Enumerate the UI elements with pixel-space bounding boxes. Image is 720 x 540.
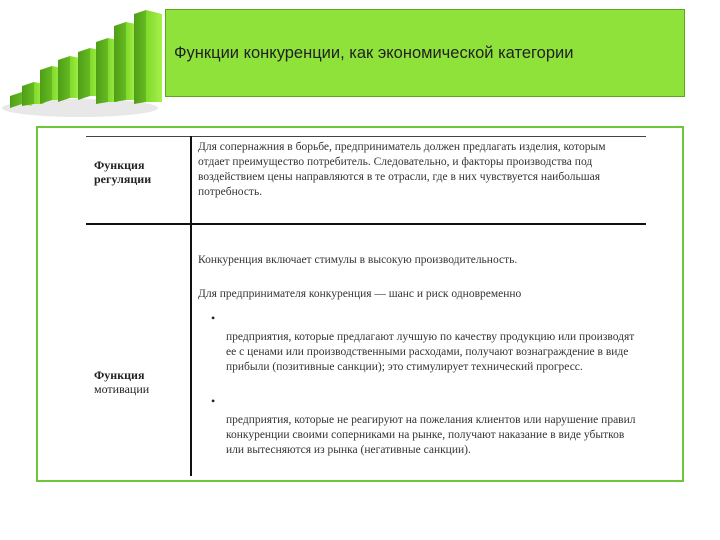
- bar-7: [114, 22, 136, 102]
- row-motivation-label: [94, 368, 149, 396]
- row-regulation-label: [94, 158, 151, 186]
- label-line-1: Функция: [94, 368, 145, 382]
- slide-title: Функции конкуренции, как экономической категории: [174, 43, 574, 62]
- table-top-border: [86, 136, 646, 137]
- content-frame: [36, 126, 684, 482]
- bullet-text-negative: предприятия, которые не реагируют на пожелания клиентов или нарушение правил конкуренции своими соперниками на рынке, получают наказание в виде убытков или вытесняются из рынка (негативные санкции).: [226, 414, 636, 456]
- slide-title-box: [165, 9, 685, 97]
- table-column-divider: [190, 136, 192, 476]
- label-line-2: регуляции: [94, 172, 152, 186]
- row-motivation-intro-1: Конкуренция включает стимулы в высокую производительность.: [198, 254, 518, 266]
- bullet-icon: •: [211, 394, 216, 408]
- row-regulation-text: Для сопернажния в борьбе, предприниматель должен предлагать изделия, которым отдает преимущество потребитель. Следовательно, и факторы производства под воздействием цены направляются в те отрасли, где в них чувствуется наибольшая потребность.: [198, 141, 606, 198]
- table-row-divider: [86, 223, 646, 225]
- row-motivation-intro-2: Для предпринимателя конкуренция — шанс и риск одновременно: [198, 288, 522, 300]
- bar-8: [134, 10, 162, 104]
- label-line-2: мотивации: [94, 382, 150, 396]
- label-line-1: Функция: [94, 158, 145, 172]
- bullet-text-positive: предприятия, которые предлагают лучшую по качеству продукцию или производят ее с ценами или производственными расходами, получают вознаграждение в виде прибыли (позитивные санкции); это стимулирует технический прогресс.: [226, 331, 635, 373]
- bullet-icon: •: [211, 311, 216, 325]
- bar-4: [58, 56, 80, 102]
- growth-bars-decoration: [0, 0, 170, 120]
